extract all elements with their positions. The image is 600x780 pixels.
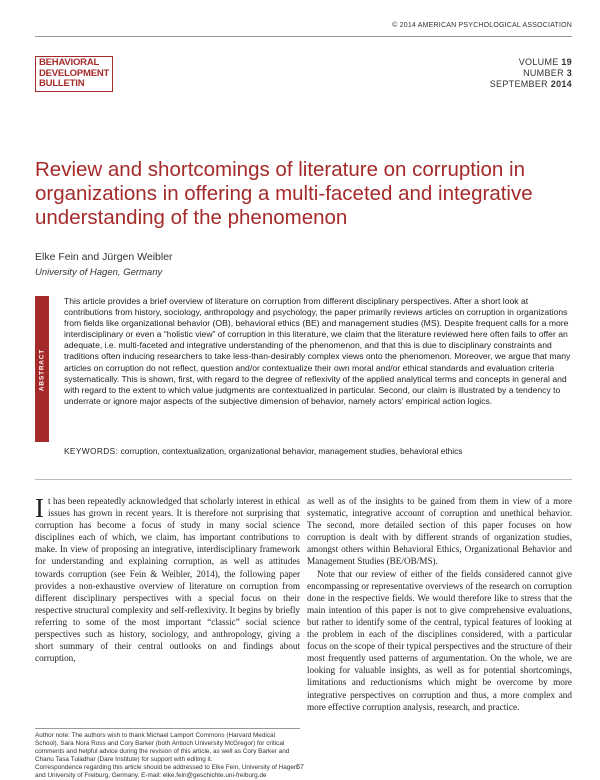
author-note: Author note: The authors wish to thank Michael Lamport Commons (Harvard Medical School), Sara Nora Ross and Cory Barker (both Antioch University McGregor) for critical comments and helpful advice during the revision of this article, as well as Cory Barker and Chanu Tasa Tuladhar (Dare Institute) for support with editing it. xyxy=(35,732,290,763)
issue-info xyxy=(490,57,572,90)
keywords-label: KEYWORDS: xyxy=(64,446,119,456)
footnote xyxy=(35,728,300,780)
body-column-left xyxy=(35,495,300,664)
abstract-label: ABSTRACT xyxy=(38,348,46,392)
logo-line-3: BULLETIN xyxy=(39,78,85,89)
drop-cap: I xyxy=(35,493,44,523)
article-affiliation: University of Hagen, Germany xyxy=(35,267,163,278)
section-rule xyxy=(35,479,572,480)
body-column-right xyxy=(307,495,572,713)
logo-line-2: DEVELOPMENT xyxy=(39,67,110,79)
page-number: 67 xyxy=(296,764,304,771)
body-paragraph-2: as well as of the insights to be gained from them in view of a more systematic, integrative account of corruption and unethical behavior. The second, more detailed section of this paper focuses on how corruption is dealt with by different strands of organization studies, amongst others within Behavioral Ethics, Organizational Behavior and Management Studies (BE/OB/MS). xyxy=(307,496,572,567)
logo-line-1: BEHAVIORAL xyxy=(39,57,100,68)
article-authors: Elke Fein and Jürgen Weibler xyxy=(35,251,173,263)
article-title: Review and shortcomings of literature on corruption in organizations in offering a multi-faceted and integrative understanding of the phenomenon xyxy=(35,158,533,229)
journal-logo xyxy=(35,56,113,92)
keywords xyxy=(64,446,572,456)
issue-month: SEPTEMBER xyxy=(489,79,548,89)
issue-year: 2014 xyxy=(550,79,572,89)
correspondence-note: Correspondence regarding this article should be addressed to Elke Fein, University of Hagen and University of Freiburg, Germany. E-mail: elke.fein@geschichte.uni-freiburg.de xyxy=(35,764,298,779)
body-paragraph-3: Note that our review of either of the fields considered cannot give encompassing or representative overviews of the research on corruption done in the respective fields. We would therefore like to stress that the main intention of this paper is not to give comprehensive evaluations, but rather to identify some of the central, typical features of looking at the problem in each of the disciplines considered, with a particular focus on the scope of their typical perspectives and the structure of their most frequently used patterns of argumentation. On the whole, we are looking for valuable insights, as well as for potential shortcomings, limitations and reductionisms which might be overcome by more integrative perspectives on corruption and thus, a more complex and more effective corruption analysis, research, and practice. xyxy=(307,568,572,712)
volume-number: 19 xyxy=(561,57,572,67)
number-label: NUMBER xyxy=(523,68,564,78)
abstract-text: This article provides a brief overview of literature on corruption from different disciplinary perspectives. After a short look at contributions from history, sociology, anthropology and psychology, the paper primarily reviews articles on corruption in organizations from fields like organizational behavior (OB), behavioral ethics (BE) and management studies (MS). Despite frequent calls for a more interdisciplinary or even a “holistic view” of corruption in this literature, we claim that the literature reviewed here often fails to offer an adequate, i.e. multi-faceted and integrative understanding of the phenomenon, and that this is due to disciplinary constraints and traditions often inducing researchers to take less-than-desirably complex views onto the phenomenon. Moreover, we argue that many articles on corruption do not reflect, question and/or contextualize their own moral and/or ethical standards and evaluation criteria systematically. This is shown, first, with regard to the degree of reflexivity of the applied analytical terms and concepts in general and with regard to the extent to which value judgments are contextualized in particular. Second, our claim is illustrated by a tendency to underrate or ignore major aspects of the subjective dimension of behavior, namely actors’ empirical action logics. xyxy=(64,296,571,406)
body-paragraph-1: t has been repeatedly acknowledged that scholarly interest in ethical issues has grown in recent years. It is therefore not surprising that corruption has become a focus of study in many social science disciplines each of which, we claim, has important contributions to make. In view of proposing an integrative, interdisciplinary framework for understanding and explaining corruption, as well as attitudes towards corruption (see Fein & Weibler, 2014), the following paper provides a non-exhaustive overview of literature on corruption from different disciplinary perspectives with a special focus on their respective structural complexity and self-reflexivity. It begins by briefly referring to some of the most important “classic” social science perspectives such as history, sociology, and anthropology, giving a short summary of their central outlooks on and findings about corruption, xyxy=(35,496,300,664)
keywords-list: corruption, contextualization, organizational behavior, management studies, behavioral ethics xyxy=(120,446,463,456)
volume-label: VOLUME xyxy=(518,57,559,67)
header-rule xyxy=(35,36,572,37)
copyright-line: © 2014 AMERICAN PSYCHOLOGICAL ASSOCIATION xyxy=(392,22,572,29)
issue-number: 3 xyxy=(566,68,572,78)
